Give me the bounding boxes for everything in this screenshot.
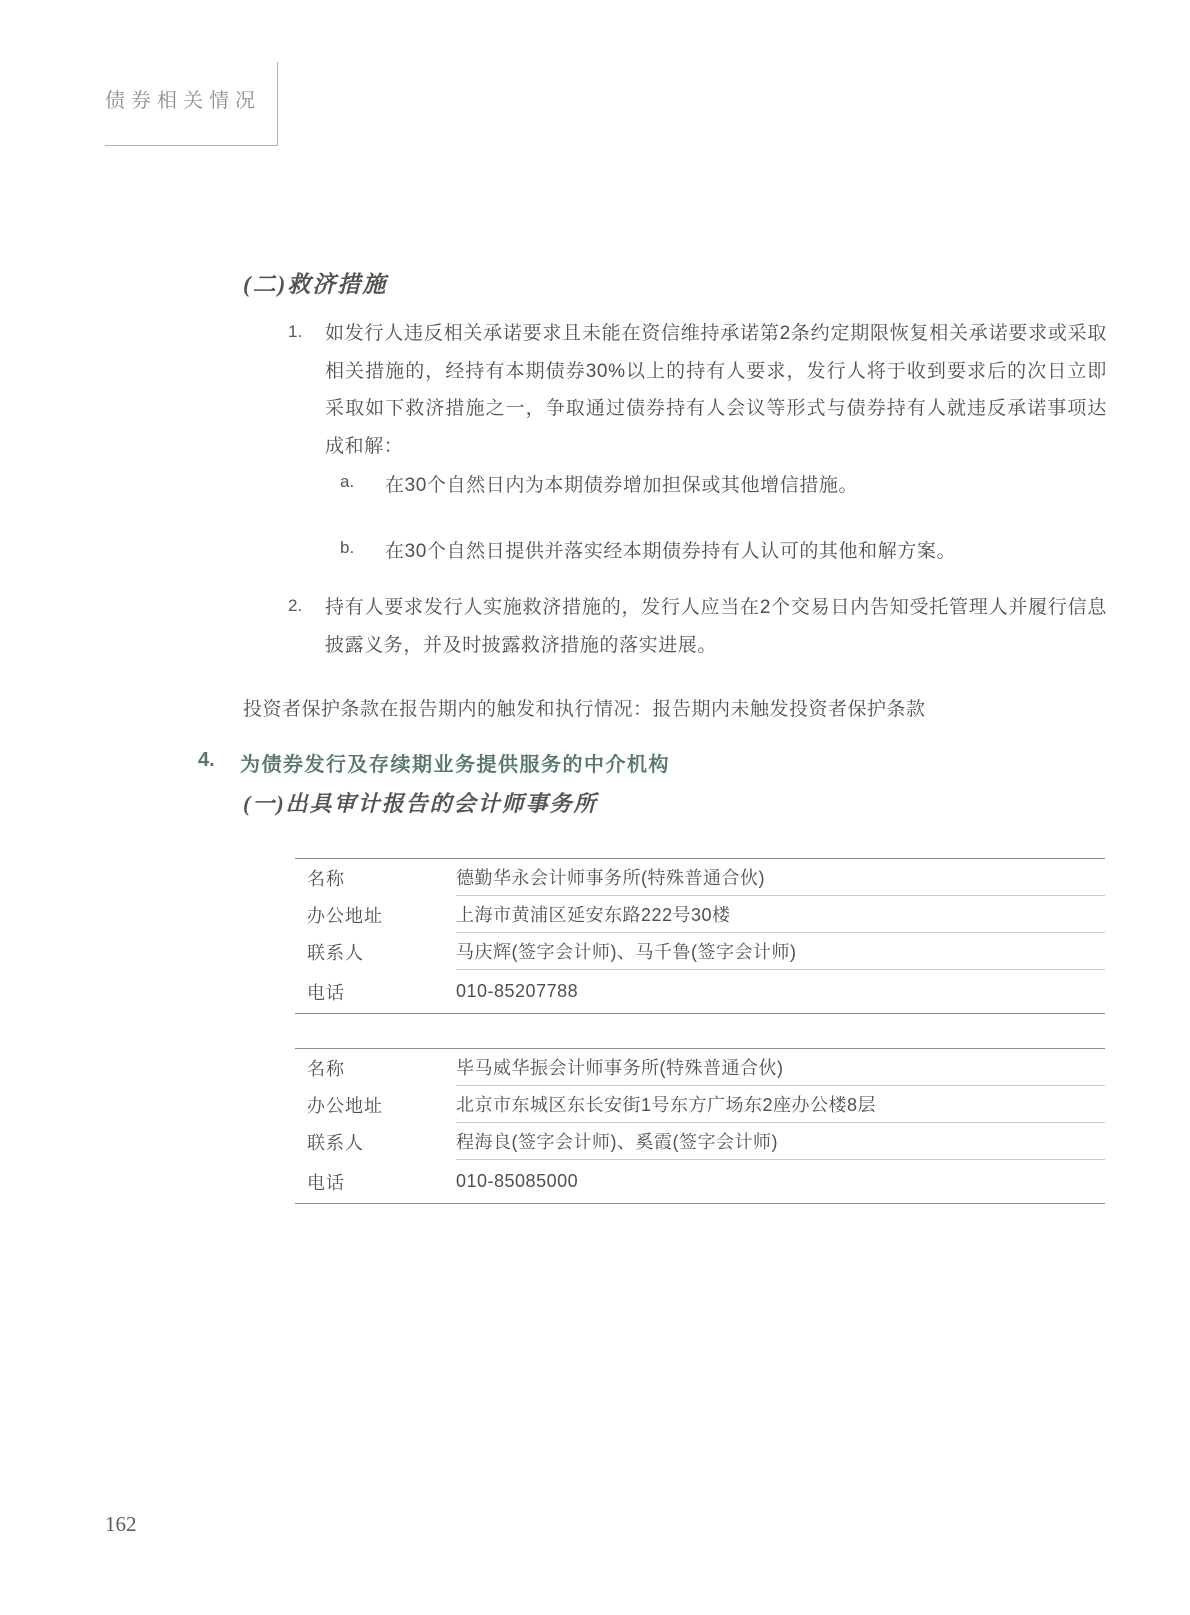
section-4-heading: 为债券发行及存续期业务提供服务的中介机构 — [240, 754, 670, 776]
field-value-name: 毕马威华振会计师事务所(特殊普通合伙) — [456, 1049, 1105, 1086]
header-horizontal-divider — [105, 145, 278, 146]
field-value-contact: 马庆辉(签字会计师)、马千鲁(签字会计师) — [456, 933, 1105, 970]
field-label-address: 办公地址 — [307, 1095, 383, 1116]
field-label-name: 名称 — [307, 1058, 345, 1079]
table-row — [295, 1123, 1105, 1160]
remedy-sub-a-text: 在30个自然日内为本期债券增加担保或其他增信措施。 — [385, 475, 859, 496]
field-value-phone: 010-85207788 — [456, 981, 579, 1001]
field-value-address: 北京市东城区东长安街1号东方广场东2座办公楼8层 — [456, 1086, 1105, 1123]
page-number: 162 — [105, 1512, 137, 1536]
list-number-2: 2. — [288, 596, 303, 615]
table-row — [295, 896, 1105, 933]
list-letter-a: a. — [340, 472, 355, 491]
field-label-contact: 联系人 — [307, 1132, 364, 1153]
list-letter-b: b. — [340, 538, 355, 557]
table-row — [295, 1049, 1105, 1086]
field-label-name: 名称 — [307, 868, 345, 889]
audit-firm-table-1 — [295, 858, 1105, 1014]
table-row — [295, 970, 1105, 1013]
field-value-contact: 程海良(签字会计师)、奚霞(签字会计师) — [456, 1123, 1105, 1160]
audit-firm-table-2 — [295, 1048, 1105, 1204]
remedy-item-1-text: 如发行人违反相关承诺要求且未能在资信维持承诺第2条约定期限恢复相关承诺要求或采取相关措施的，经持有本期债券30%以上的持有人要求，发行人将于收到要求后的次日立即采取如下救济措施之一，争取通过债券持有人会议等形式与债券持有人就违反承诺事项达成和解： — [325, 323, 1107, 457]
list-number-1: 1. — [288, 322, 303, 341]
header-vertical-divider — [277, 62, 278, 145]
field-label-contact: 联系人 — [307, 942, 364, 963]
table-row — [295, 859, 1105, 896]
audit-firm-sub-heading: (一)出具审计报告的会计师事务所 — [243, 791, 598, 816]
field-label-address: 办公地址 — [307, 905, 383, 926]
field-label-phone: 电话 — [307, 982, 345, 1003]
remedy-item-2-text: 持有人要求发行人实施救济措施的，发行人应当在2个交易日内告知受托管理人并履行信息披露义务，并及时披露救济措施的落实进展。 — [325, 597, 1107, 656]
table-row — [295, 1160, 1105, 1203]
field-label-phone: 电话 — [307, 1172, 345, 1193]
field-value-name: 德勤华永会计师事务所(特殊普通合伙) — [456, 859, 1105, 896]
table-row — [295, 1086, 1105, 1123]
field-value-address: 上海市黄浦区延安东路222号30楼 — [456, 896, 1105, 933]
remedy-section-heading: (二)救济措施 — [243, 272, 388, 297]
remedy-sub-b-text: 在30个自然日提供并落实经本期债券持有人认可的其他和解方案。 — [385, 541, 957, 562]
section-4-number: 4. — [198, 749, 215, 771]
page-header-title: 债券相关情况 — [105, 90, 261, 112]
investor-protection-note: 投资者保护条款在报告期内的触发和执行情况：报告期内未触发投资者保护条款 — [243, 699, 926, 720]
table-row — [295, 933, 1105, 970]
field-value-phone: 010-85085000 — [456, 1171, 579, 1191]
